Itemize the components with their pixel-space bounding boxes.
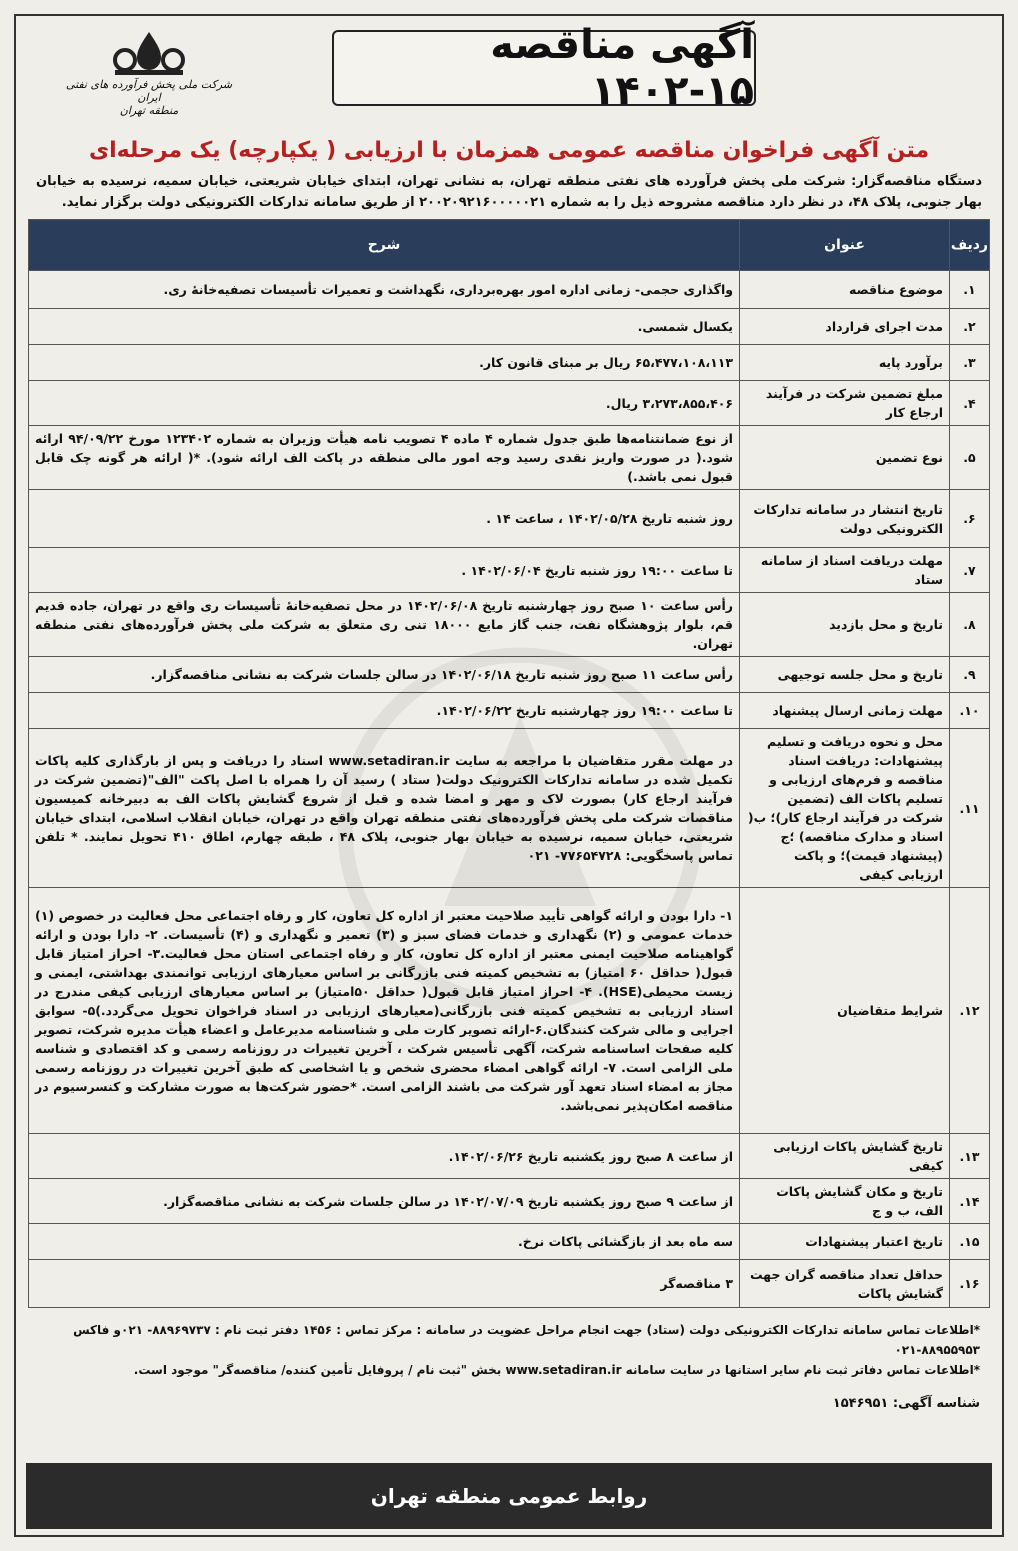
row-title: تاریخ انتشار در سامانه تدارکات الکترونیکی دولت — [740, 490, 950, 548]
note-line: *اطلاعات تماس دفاتر ثبت نام سایر استانها در سایت سامانه www.setadiran.ir بخش "ثبت نام / پروفایل تأمین کننده/ مناقصه‌گر" موجود است. — [133, 1363, 980, 1377]
row-title: نوع تضمین — [740, 426, 950, 490]
row-number: ۹. — [950, 657, 990, 693]
row-number: ۱۰. — [950, 693, 990, 729]
row-title: مدت اجرای قرارداد — [740, 309, 950, 345]
row-description: از نوع ضمانتنامه‌ها طبق جدول شماره ۴ ماده ۴ تصویب نامه هیأت وزیران به شماره ۱۲۳۴۰۲ مورخ ۹۴/۰۹/۲۲ ارائه شود.( در صورت واریز نقدی رسید وجه امور مالی منطقه در پاکت الف ارائه شود). *( ارائه هر گونه چک قابل قبول نمی باشد.) — [29, 426, 740, 490]
row-title: شرایط متقاضیان — [740, 888, 950, 1134]
row-number: ۶. — [950, 490, 990, 548]
row-description: ۱- دارا بودن و ارائه گواهی تأیید صلاحیت معتبر از اداره کل تعاون، کار و رفاه اجتماعی محل فعالیت در خصوص (۱) خدمات عمومی و (۲) نگهداری و خدمات فضای سبز و (۳) تعمیر و نگهداری و (۴) تأسیسات. ۲- دارا بودن و ارائه گواهینامه صلاحیت ایمنی معتبر از اداره کل تعاون، کار و رفاه اجتماعی استان محل فعالیت.۳- احراز امتیاز قابل قبول( حداقل ۶۰ امتیاز) به تشخیص کمیته فنی بازرگانی بر اساس معیارهای ارزیابی توانمندی بهداشتی، ایمنی و زیست محیطی(HSE). ۴- احراز امتیاز قابل قبول( حداقل ۵۰امتیاز) بر اساس معیارهای ارزیابی کیفی مندرج در اسناد ارزیابی به تشخیص کمیته فنی بازرگانی(معیارهای ارزیابی در اسناد فراخوان تحویل می‌گردد.)۵- سوابق اجرایی و مالی شرکت کنندگان.۶-ارائه تصویر کارت ملی و شناسنامه مدیرعامل و اعضاء هیأت مدیره شرکت، تصویر کلیه صفحات اساسنامه شرکت، آگهی تأسیس شرکت ، آخرین تغییرات در روزنامه رسمی و کد اقتصادی و شناسه ملی الزامی است. ۷- ارائه گواهی امضاء محضری شخص و یا اشخاصی که طبق آخرین تغییرات در روزنامه رسمی مجاز به امضاء اسناد تعهد آور شرکت می باشند الزامی است. *حضور شرکت‌ها به صورت مشارکت و کنسرسیوم در مناقصه امکان‌پذیر نمی‌باشد. — [29, 888, 740, 1134]
row-description: تا ساعت ۱۹:۰۰ روز شنبه تاریخ ۱۴۰۲/۰۶/۰۴ . — [29, 548, 740, 593]
row-title: تاریخ و مکان گشایش پاکات الف، ب و ج — [740, 1179, 950, 1224]
row-title: تاریخ و محل بازدید — [740, 593, 950, 657]
row-number: ۳. — [950, 345, 990, 381]
table-row — [29, 729, 990, 888]
ad-id: شناسه آگهی: ۱۵۴۶۹۵۱ — [832, 1396, 980, 1411]
table-row — [29, 888, 990, 1134]
oil-company-emblem-icon — [109, 28, 189, 78]
table-row — [29, 309, 990, 345]
row-title: موضوع مناقصه — [740, 271, 950, 309]
row-number: ۱۴. — [950, 1179, 990, 1224]
row-description: در مهلت مقرر متقاضیان با مراجعه به سایت www.setadiran.ir اسناد را دریافت و پس از بارگذاری کلیه پاکات تکمیل شده در سامانه تدارکات الکترونیک دولت( ستاد ) رسید آن را همراه با اصل پاکت "الف"(تضمین شرکت در فرآیند ارجاع کار) بصورت لاک و مهر و امضا شده و قبل از شروع گشایش پاکات الف به دبیرخانه کمیسیون مناقصات شرکت ملی پخش فرآورده‌های نفتی منطقه تهران واقع در تهران، خیابان انقلاب اسلامی، ابتدای خیابان شریعتی، خیابان سمیه، نرسیده به خیابان بهار جنوبی، پلاک ۴۸ ، طبقه چهارم، اطاق ۴۱۰ تحویل نمایند. * تلفن تماس پاسخگویی: ۷۷۶۵۴۷۲۸- ۰۲۱ — [29, 729, 740, 888]
table-row — [29, 593, 990, 657]
row-title: تاریخ اعتبار پیشنهادات — [740, 1224, 950, 1260]
row-number: ۲. — [950, 309, 990, 345]
table-row — [29, 548, 990, 593]
footer-public-relations: روابط عمومی منطقه تهران — [370, 1484, 648, 1508]
row-description: سه ماه بعد از بازگشائی پاکات نرخ. — [29, 1224, 740, 1260]
row-description: ۳،۲۷۳،۸۵۵،۴۰۶ ریال. — [29, 381, 740, 426]
row-description: ۶۵،۴۷۷،۱۰۸،۱۱۳ ریال بر مبنای قانون کار. — [29, 345, 740, 381]
table-row — [29, 1260, 990, 1308]
table-row — [29, 381, 990, 426]
contact-notes — [38, 1320, 980, 1380]
table-row — [29, 1134, 990, 1179]
table-row — [29, 271, 990, 309]
row-title: مهلت دریافت اسناد از سامانه ستاد — [740, 548, 950, 593]
row-number: ۴. — [950, 381, 990, 426]
row-number: ۵. — [950, 426, 990, 490]
table-row — [29, 693, 990, 729]
row-description: ۳ مناقصه‌گر — [29, 1260, 740, 1308]
ad-title: آگهی مناقصه ۱۵-۱۴۰۲ — [490, 22, 754, 114]
table-row — [29, 345, 990, 381]
table-row — [29, 1224, 990, 1260]
footer-bar — [26, 1463, 992, 1529]
row-description: رأس ساعت ۱۱ صبح روز شنبه تاریخ ۱۴۰۲/۰۶/۱۸ در سالن جلسات شرکت به نشانی مناقصه‌گزار. — [29, 657, 740, 693]
row-title: تاریخ و محل جلسه توجیهی — [740, 657, 950, 693]
row-title: محل و نحوه دریافت و تسلیم پیشنهادات: دریافت اسناد مناقصه و فرم‌های ارزیابی و تسلیم پاکات الف (تضمین شرکت در فرآیند ارجاع کار)؛ ب( اسناد و مدارک مناقصه) ؛ج (پیشنهاد قیمت)؛ و پاکت ارزیابی کیفی — [740, 729, 950, 888]
table-row — [29, 490, 990, 548]
table-row — [29, 426, 990, 490]
ad-subtitle: متن آگهی فراخوان مناقصه عمومی همزمان با ارزیابی ( یکپارچه) یک مرحله‌ای — [88, 138, 930, 163]
tender-table — [28, 219, 990, 1308]
row-description: تا ساعت ۱۹:۰۰ روز چهارشنبه تاریخ ۱۴۰۲/۰۶/۲۲. — [29, 693, 740, 729]
logo-region: منطقه تهران — [119, 104, 179, 117]
row-description: یکسال شمسی. — [29, 309, 740, 345]
row-description: از ساعت ۸ صبح روز یکشنبه تاریخ ۱۴۰۲/۰۶/۲۶. — [29, 1134, 740, 1179]
row-description: روز شنبه تاریخ ۱۴۰۲/۰۵/۲۸ ، ساعت ۱۴ . — [29, 490, 740, 548]
row-title: حداقل تعداد مناقصه گران جهت گشایش پاکات — [740, 1260, 950, 1308]
row-number: ۱۳. — [950, 1134, 990, 1179]
header-row-number: ردیف — [950, 220, 990, 271]
row-number: ۱۱. — [950, 729, 990, 888]
row-title: برآورد پایه — [740, 345, 950, 381]
intro-paragraph: دستگاه مناقصه‌گزار: شرکت ملی پخش فرآورده های نفتی منطقه تهران، به نشانی تهران، ابتدای خیابان شریعتی، خیابان سمیه، نرسیده به خیابان بهار جنوبی، پلاک ۴۸، در نظر دارد مناقصه مشروحه ذیل را به شماره ۲۰۰۲۰۹۲۱۶۰۰۰۰۰۲۱ از طریق سامانه تدارکات الکترونیکی دولت برگزار نماید. — [36, 174, 982, 210]
row-number: ۱۵. — [950, 1224, 990, 1260]
note-line: *اطلاعات تماس سامانه تدارکات الکترونیکی دولت (ستاد) جهت انجام مراحل عضویت در سامانه : مرکز تماس : ۱۴۵۶ دفتر ثبت نام : ۸۸۹۶۹۷۳۷- ۰۲۱و فاکس ۸۸۹۵۵۹۵۳-۰۲۱ — [73, 1323, 980, 1357]
table-row — [29, 1179, 990, 1224]
header-description: شرح — [29, 220, 740, 271]
logo-company-name: شرکت ملی پخش فرآورده های نفتی ایران — [65, 78, 233, 104]
row-description: واگذاری حجمی- زمانی اداره امور بهره‌برداری، نگهداشت و تعمیرات تأسیسات تصفیه‌خانهٔ ری. — [29, 271, 740, 309]
company-logo — [54, 28, 244, 128]
table-row — [29, 657, 990, 693]
header-title: عنوان — [740, 220, 950, 271]
row-number: ۱۲. — [950, 888, 990, 1134]
header — [26, 20, 992, 130]
row-description: رأس ساعت ۱۰ صبح روز چهارشنبه تاریخ ۱۴۰۲/۰۶/۰۸ در محل تصفیه‌خانهٔ تأسیسات ری واقع در تهران، جاده قدیم قم، بلوار پژوهشگاه نفت، جنب گاز مایع ۱۸۰۰۰ تنی ری متعلق به شرکت ملی پخش فرآورده‌های نفتی منطقه تهران. — [29, 593, 740, 657]
row-number: ۷. — [950, 548, 990, 593]
row-title: تاریخ گشایش پاکات ارزیابی کیفی — [740, 1134, 950, 1179]
row-description: از ساعت ۹ صبح روز یکشنبه تاریخ ۱۴۰۲/۰۷/۰۹ در سالن جلسات شرکت به نشانی مناقصه‌گزار. — [29, 1179, 740, 1224]
title-box — [332, 22, 756, 114]
row-number: ۱. — [950, 271, 990, 309]
row-number: ۱۶. — [950, 1260, 990, 1308]
row-number: ۸. — [950, 593, 990, 657]
row-title: مبلغ تضمین شرکت در فرآیند ارجاع کار — [740, 381, 950, 426]
table-header-row — [29, 220, 990, 271]
row-title: مهلت زمانی ارسال پیشنهاد — [740, 693, 950, 729]
